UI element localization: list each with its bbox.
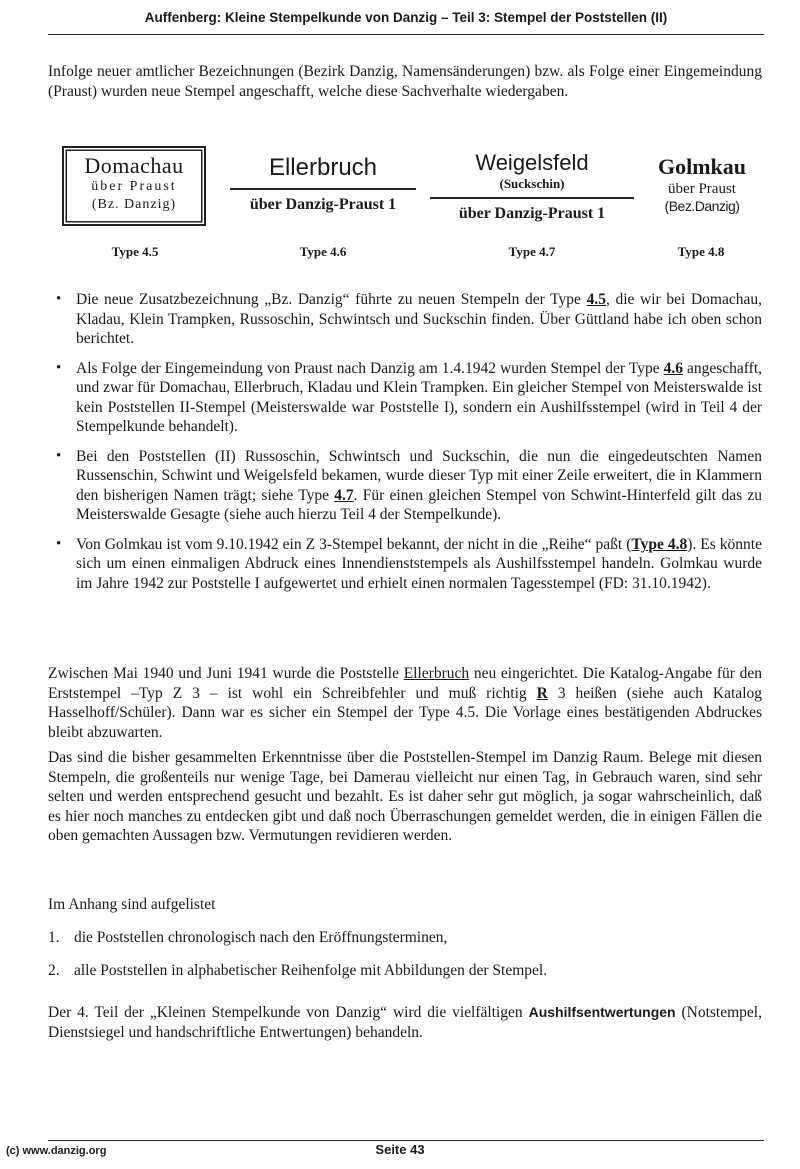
type-reference: Type 4.8 — [631, 535, 688, 553]
type-label-4-7: Type 4.7 — [508, 244, 556, 259]
bullet-text: ). Es könnte sich um einen einmaligen Abdruck eines Innendienststempels als Aushilfsstempel handeln. Golmkau wurde im Jahre 1942 zur Poststelle I aufgewertet und erhielt einen normalen Tagesstempel (FD: 31.10.1942). — [76, 535, 762, 592]
paragraph-text: neu eingerichtet. Die Katalog-Angabe für den Erststempel –Typ Z 3 – ist wohl ein Schreibfehler und muß richtig — [48, 665, 762, 702]
bullet-text: . Für einen gleichen Stempel von Schwint-Hinterfeld gilt das zu Meisterswalde Gesagte (siehe auch hierzu Teil 4 der Stempelkunde). — [76, 486, 763, 523]
stamp-47-place: Weigelsfeld — [475, 150, 589, 175]
type-reference: 4.5 — [586, 291, 606, 308]
stamp-47-rule — [430, 197, 634, 199]
type-label-4-8: Type 4.8 — [677, 244, 725, 259]
list-item — [48, 535, 762, 594]
stamp-type-4-8 — [650, 154, 754, 215]
ellerbruch-paragraph — [48, 664, 762, 742]
paragraph-text: Zwischen Mai 1940 und Juni 1941 wurde die Poststelle — [48, 665, 404, 682]
intro-text: Infolge neuer amtlicher Bezeichnungen (Bezirk Danzig, Namensänderungen) bzw. als Folge einer Eingemeindung (Praust) wurden neue Stempel angeschafft, welche diese Sachverhalte wiedergaben. — [48, 63, 762, 100]
appendix-list — [48, 928, 762, 980]
stamp-45-via: über Praust — [91, 179, 177, 194]
appendix-intro — [48, 895, 762, 915]
page-number: Seite 43 — [375, 1142, 425, 1157]
footer-rule — [48, 1140, 764, 1141]
list-item — [48, 359, 762, 437]
type-label-4-6: Type 4.6 — [299, 244, 347, 259]
bullet-text: Bei den Poststellen (II) Russoschin, Schwintsch und Suckschin, die nun die eingedeutschten Namen Russenschin, Schwint und Weigelsfeld bekamen, wurde dieser Typ mit einer Zeile erweitert, die in Klammern den bisherigen Namen trägt; siehe Type — [76, 447, 762, 504]
bullet-list — [48, 290, 762, 603]
stamp-type-4-7 — [430, 150, 634, 224]
stamp-48-district: (Bez.Danzig) — [664, 198, 740, 214]
stamp-46-rule — [230, 188, 416, 190]
list-number: 1. — [48, 929, 60, 946]
bullet-text: Die neue Zusatzbezeichnung „Bz. Danzig“ führte zu neuen Stempeln der Type — [76, 291, 587, 308]
bullet-text: , die wir bei Domachau, Kladau, Klein Trampken, Russoschin, Schwintsch und Suckschin finden. Über Güttland habe ich oben schon berichtet. — [76, 291, 762, 347]
list-text: die Poststellen chronologisch nach den Eröffnungsterminen, — [74, 929, 448, 946]
copyright-notice: (c) www.danzig.org — [6, 1145, 107, 1157]
list-item — [48, 961, 762, 981]
stamp-45-district: (Bz. Danzig) — [91, 197, 177, 212]
stamp-47-via: über Danzig-Praust 1 — [458, 205, 606, 222]
list-number: 2. — [48, 961, 60, 979]
running-header: Auffenberg: Kleine Stempelkunde von Danzig – Teil 3: Stempel der Poststellen (II) — [144, 10, 668, 25]
catalog-r: R — [536, 684, 548, 702]
stamp-type-4-6 — [230, 152, 416, 215]
stamp-46-place: Ellerbruch — [268, 154, 378, 181]
intro-paragraph — [48, 62, 762, 101]
paragraph-text: 3 heißen (siehe auch Katalog Hasselhoff/Schüler). Dann war es sicher ein Stempel der Type 4.5. Die Vorlage eines bestätigenden Abdruckes bleibt abzuwarten. — [48, 684, 762, 741]
summary-paragraph — [48, 748, 762, 846]
paragraph-text: Der 4. Teil der „Kleinen Stempelkunde von Danzig“ wird die vielfältigen — [48, 1004, 529, 1021]
paragraph-text: (Notstempel, Dienstsiegel und handschriftliche Entwertungen) behandeln. — [48, 1004, 762, 1041]
bullet-text: Von Golmkau ist vom 9.10.1942 ein Z 3-Stempel bekannt, der nicht in die „Reihe“ paßt ( — [76, 535, 632, 553]
list-item — [48, 290, 762, 349]
stamp-type-4-5 — [62, 146, 206, 226]
type-label-4-5: Type 4.5 — [111, 244, 159, 259]
closing-paragraph — [48, 1003, 762, 1042]
type-reference: 4.7 — [334, 486, 354, 504]
type-reference: 4.6 — [663, 359, 683, 377]
summary-text: Das sind die bisher gesammelten Erkenntnisse über die Poststellen-Stempel im Danzig Raum. Belege mit diesen Stempeln, die großenteils nur wenige Tage, bei Damerau vielleicht nur einen Tag, in Gebrauch waren, sind sehr selten und werden entsprechend gesucht und bezahlt. Es ist daher sehr gut möglich, ja sogar wahrscheinlich, daß es hier noch manches zu entdecken gibt und daß noch Überraschungen gemeldet werden, die in einigen Fällen die oben gemachten Aussagen bzw. Vermutungen revidieren werden. — [48, 749, 762, 844]
aushilfsentwertungen-term: Aushilfsentwertungen — [528, 1004, 676, 1020]
stamp-48-place: Golmkau — [657, 154, 747, 179]
stamp-46-via: über Danzig-Praust 1 — [249, 196, 397, 213]
list-item — [48, 447, 762, 525]
header-rule — [48, 34, 764, 35]
bullet-text: angeschafft, und zwar für Domachau, Ellerbruch, Kladau und Klein Trampken. Ein gleicher Stempel von Meisterswalde ist kein Poststellen II-Stempel (Meisterswalde war Poststelle I), sondern ein Aushilfsstempel (wird in Teil 4 der Stempelkunde behandelt). — [76, 359, 762, 435]
ellerbruch-reference: Ellerbruch — [403, 665, 470, 682]
list-item — [48, 928, 762, 948]
list-text: alle Poststellen in alphabetischer Reihenfolge mit Abbildungen der Stempel. — [74, 961, 548, 979]
stamp-47-former-name: (Suckschin) — [499, 176, 565, 191]
stamp-48-via: über Praust — [668, 181, 736, 197]
bullet-text: Als Folge der Eingemeindung von Praust nach Danzig am 1.4.1942 wurden Stempel der Type — [76, 359, 664, 377]
appendix-intro-text: Im Anhang sind aufgelistet — [48, 896, 216, 913]
stamp-45-place: Domachau — [84, 153, 184, 178]
